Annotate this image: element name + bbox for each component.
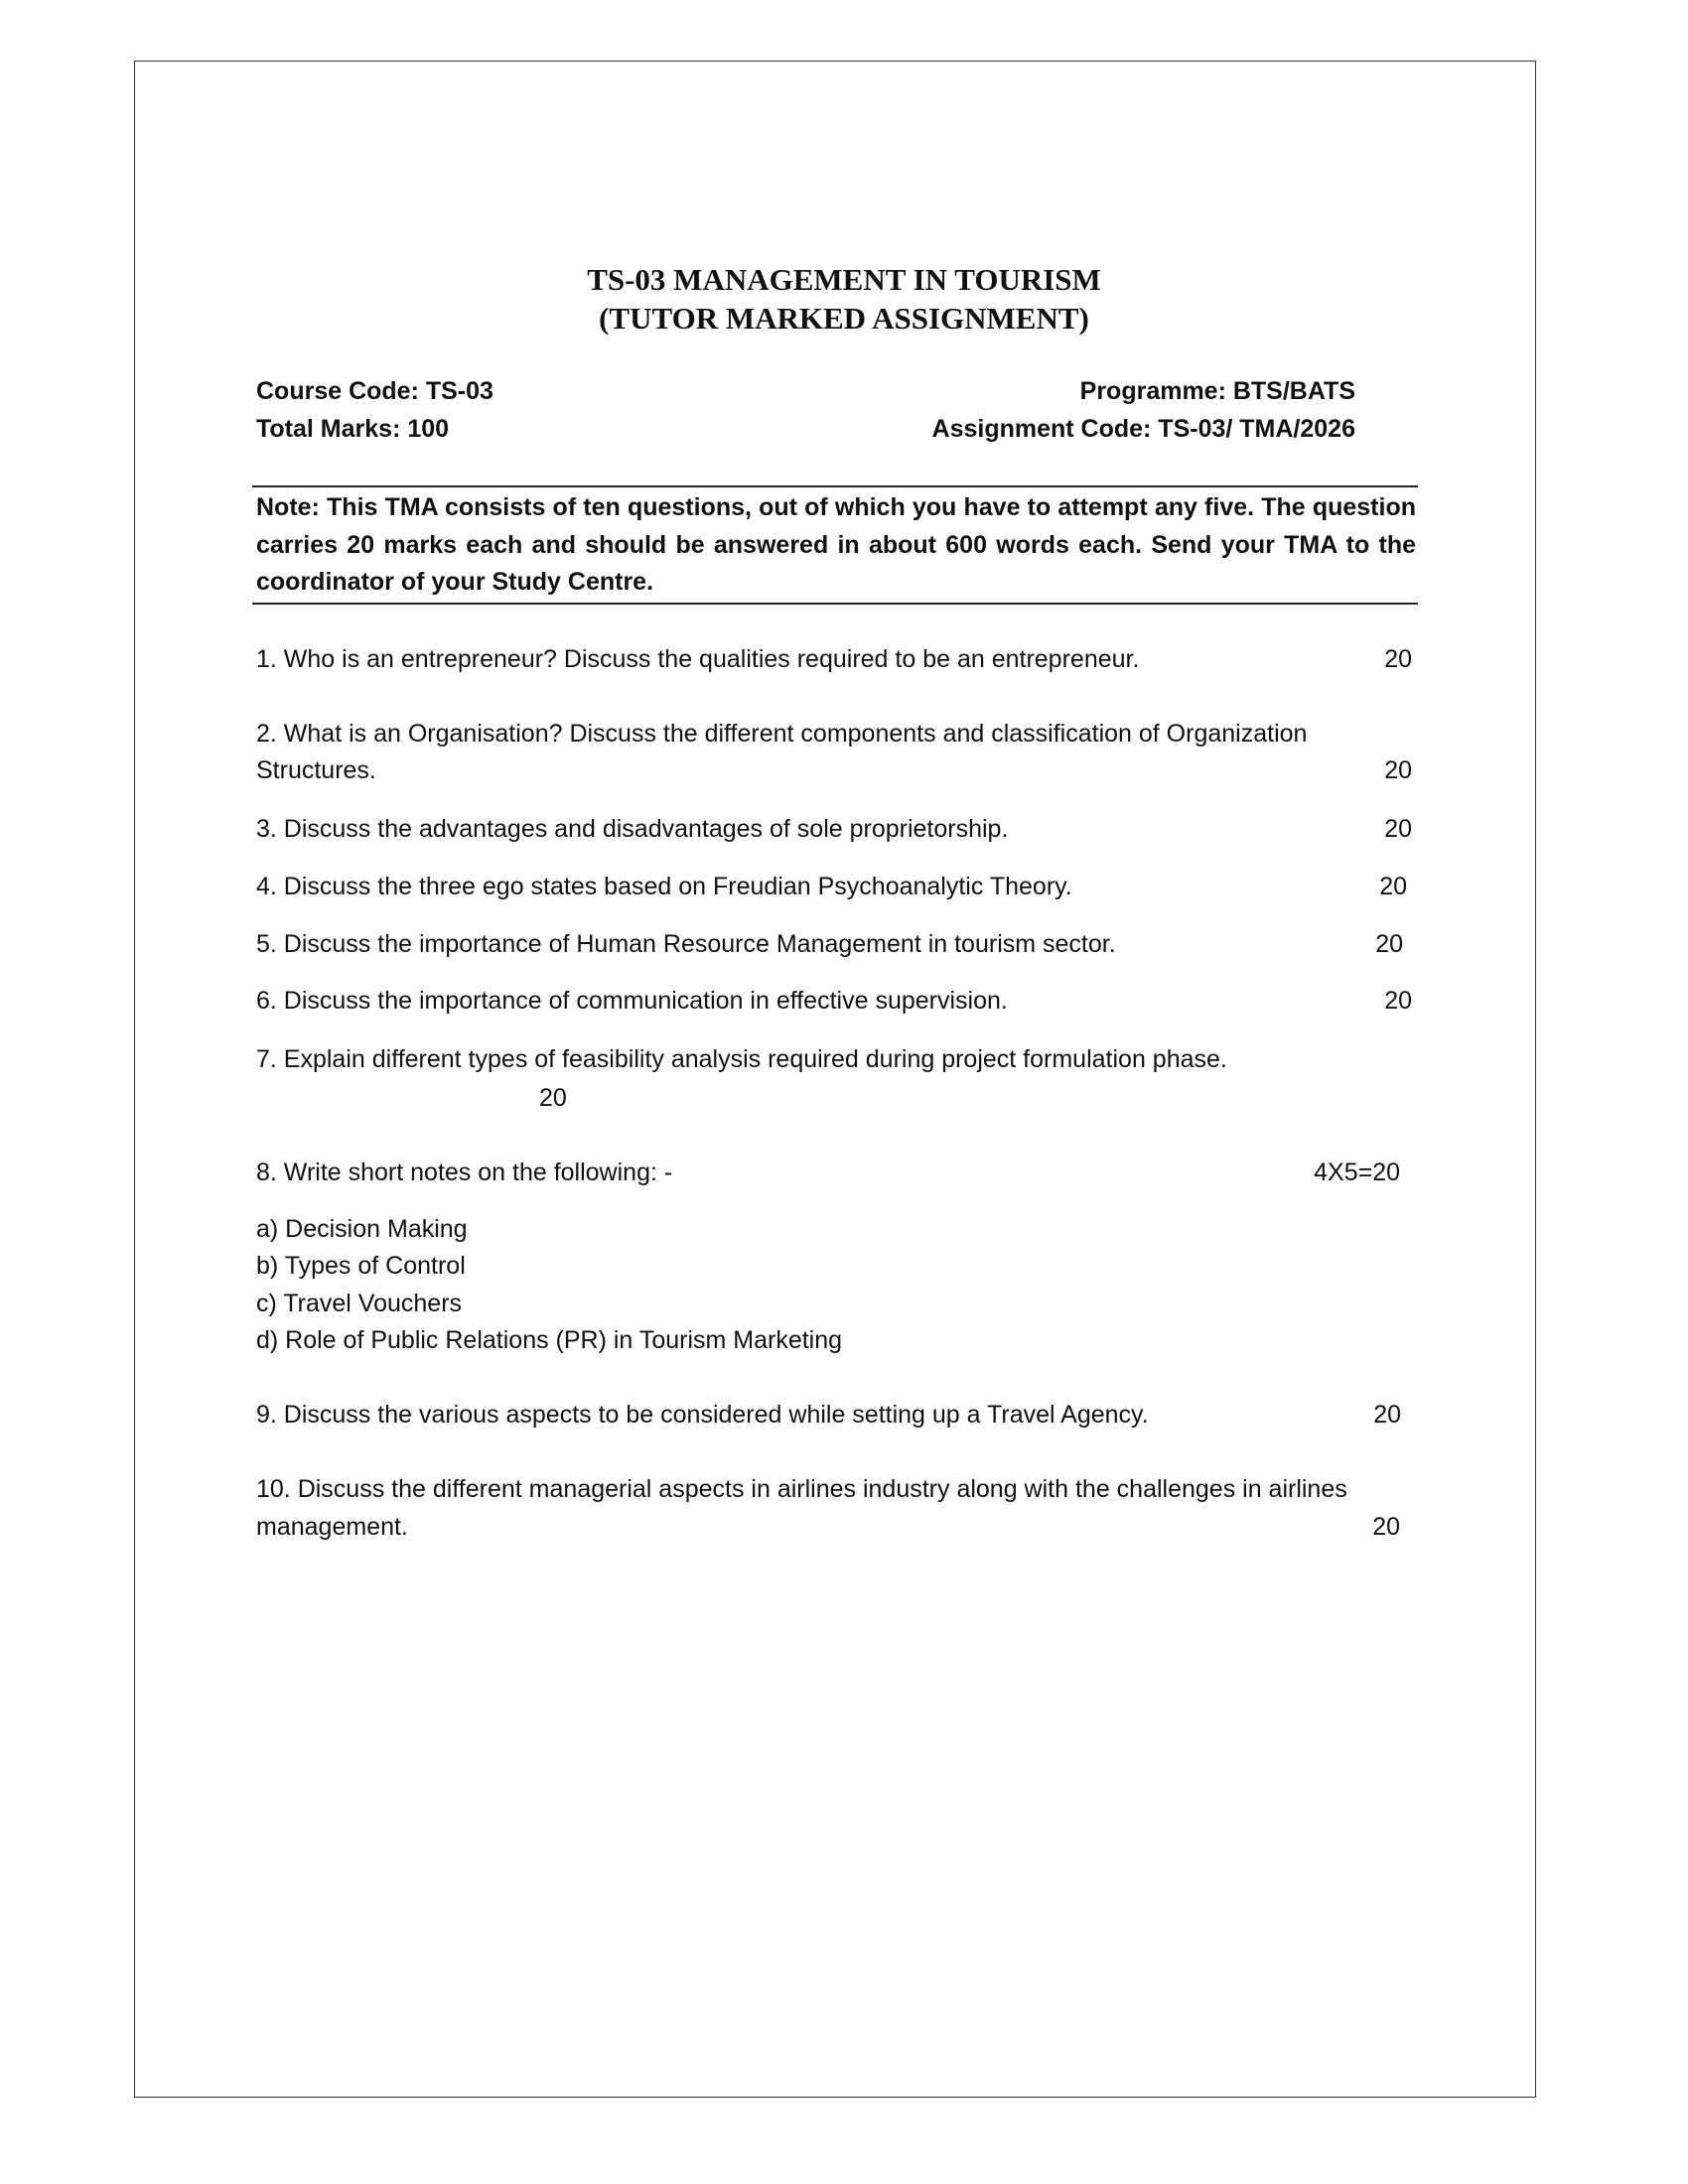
question-2-marks: 20	[1384, 756, 1412, 784]
question-5-marks: 20	[1375, 930, 1403, 958]
question-8-item-a: a) Decision Making	[256, 1215, 468, 1243]
question-8-marks: 4X5=20	[1314, 1159, 1400, 1186]
course-code: Course Code: TS-03	[256, 377, 493, 405]
question-6-marks: 20	[1384, 987, 1412, 1015]
document-title: TS-03 MANAGEMENT IN TOURISM	[587, 262, 1101, 297]
note-top-rule	[252, 485, 1418, 487]
question-1: 1. Who is an entrepreneur? Discuss the qualities required to be an entrepreneur.	[256, 645, 1140, 673]
question-7-marks: 20	[539, 1084, 567, 1112]
question-3-marks: 20	[1384, 815, 1412, 843]
question-8-item-c: c) Travel Vouchers	[256, 1290, 463, 1317]
question-10: 10. Discuss the different managerial aspects in airlines industry along with the challenges in airlines	[256, 1475, 1347, 1503]
question-2: 2. What is an Organisation? Discuss the different components and classification of Organization	[256, 720, 1308, 748]
note-bottom-rule	[252, 603, 1418, 605]
question-8: 8. Write short notes on the following: -	[256, 1159, 673, 1186]
question-8-item-b: b) Types of Control	[256, 1252, 466, 1280]
question-4: 4. Discuss the three ego states based on Freudian Psychoanalytic Theory.	[256, 873, 1072, 900]
instructions-note: Note: This TMA consists of ten questions, out of which you have to attempt any five. The question carries 20 marks each and should be answered in about 600 words each. Send your TMA to the coordinator of your Study Centre.	[256, 493, 1416, 596]
question-2-continued: Structures.	[256, 756, 376, 784]
total-marks: Total Marks: 100	[256, 415, 450, 443]
page-border	[134, 61, 1536, 2098]
question-4-marks: 20	[1379, 873, 1407, 900]
question-9: 9. Discuss the various aspects to be considered while setting up a Travel Agency.	[256, 1401, 1149, 1429]
question-5: 5. Discuss the importance of Human Resource Management in tourism sector.	[256, 930, 1116, 958]
question-7: 7. Explain different types of feasibility analysis required during project formulation phase.	[256, 1045, 1227, 1073]
question-8-item-d: d) Role of Public Relations (PR) in Tourism Marketing	[256, 1326, 843, 1354]
assignment-code: Assignment Code: TS-03/ TMA/2026	[931, 415, 1355, 443]
question-1-marks: 20	[1384, 645, 1412, 673]
question-10-marks: 20	[1372, 1513, 1400, 1541]
question-10-continued: management.	[256, 1513, 408, 1541]
programme: Programme: BTS/BATS	[1079, 377, 1355, 405]
document-subtitle: (TUTOR MARKED ASSIGNMENT)	[599, 301, 1089, 336]
question-6: 6. Discuss the importance of communication in effective supervision.	[256, 987, 1008, 1015]
question-9-marks: 20	[1373, 1401, 1401, 1429]
question-3: 3. Discuss the advantages and disadvantages of sole proprietorship.	[256, 815, 1009, 843]
